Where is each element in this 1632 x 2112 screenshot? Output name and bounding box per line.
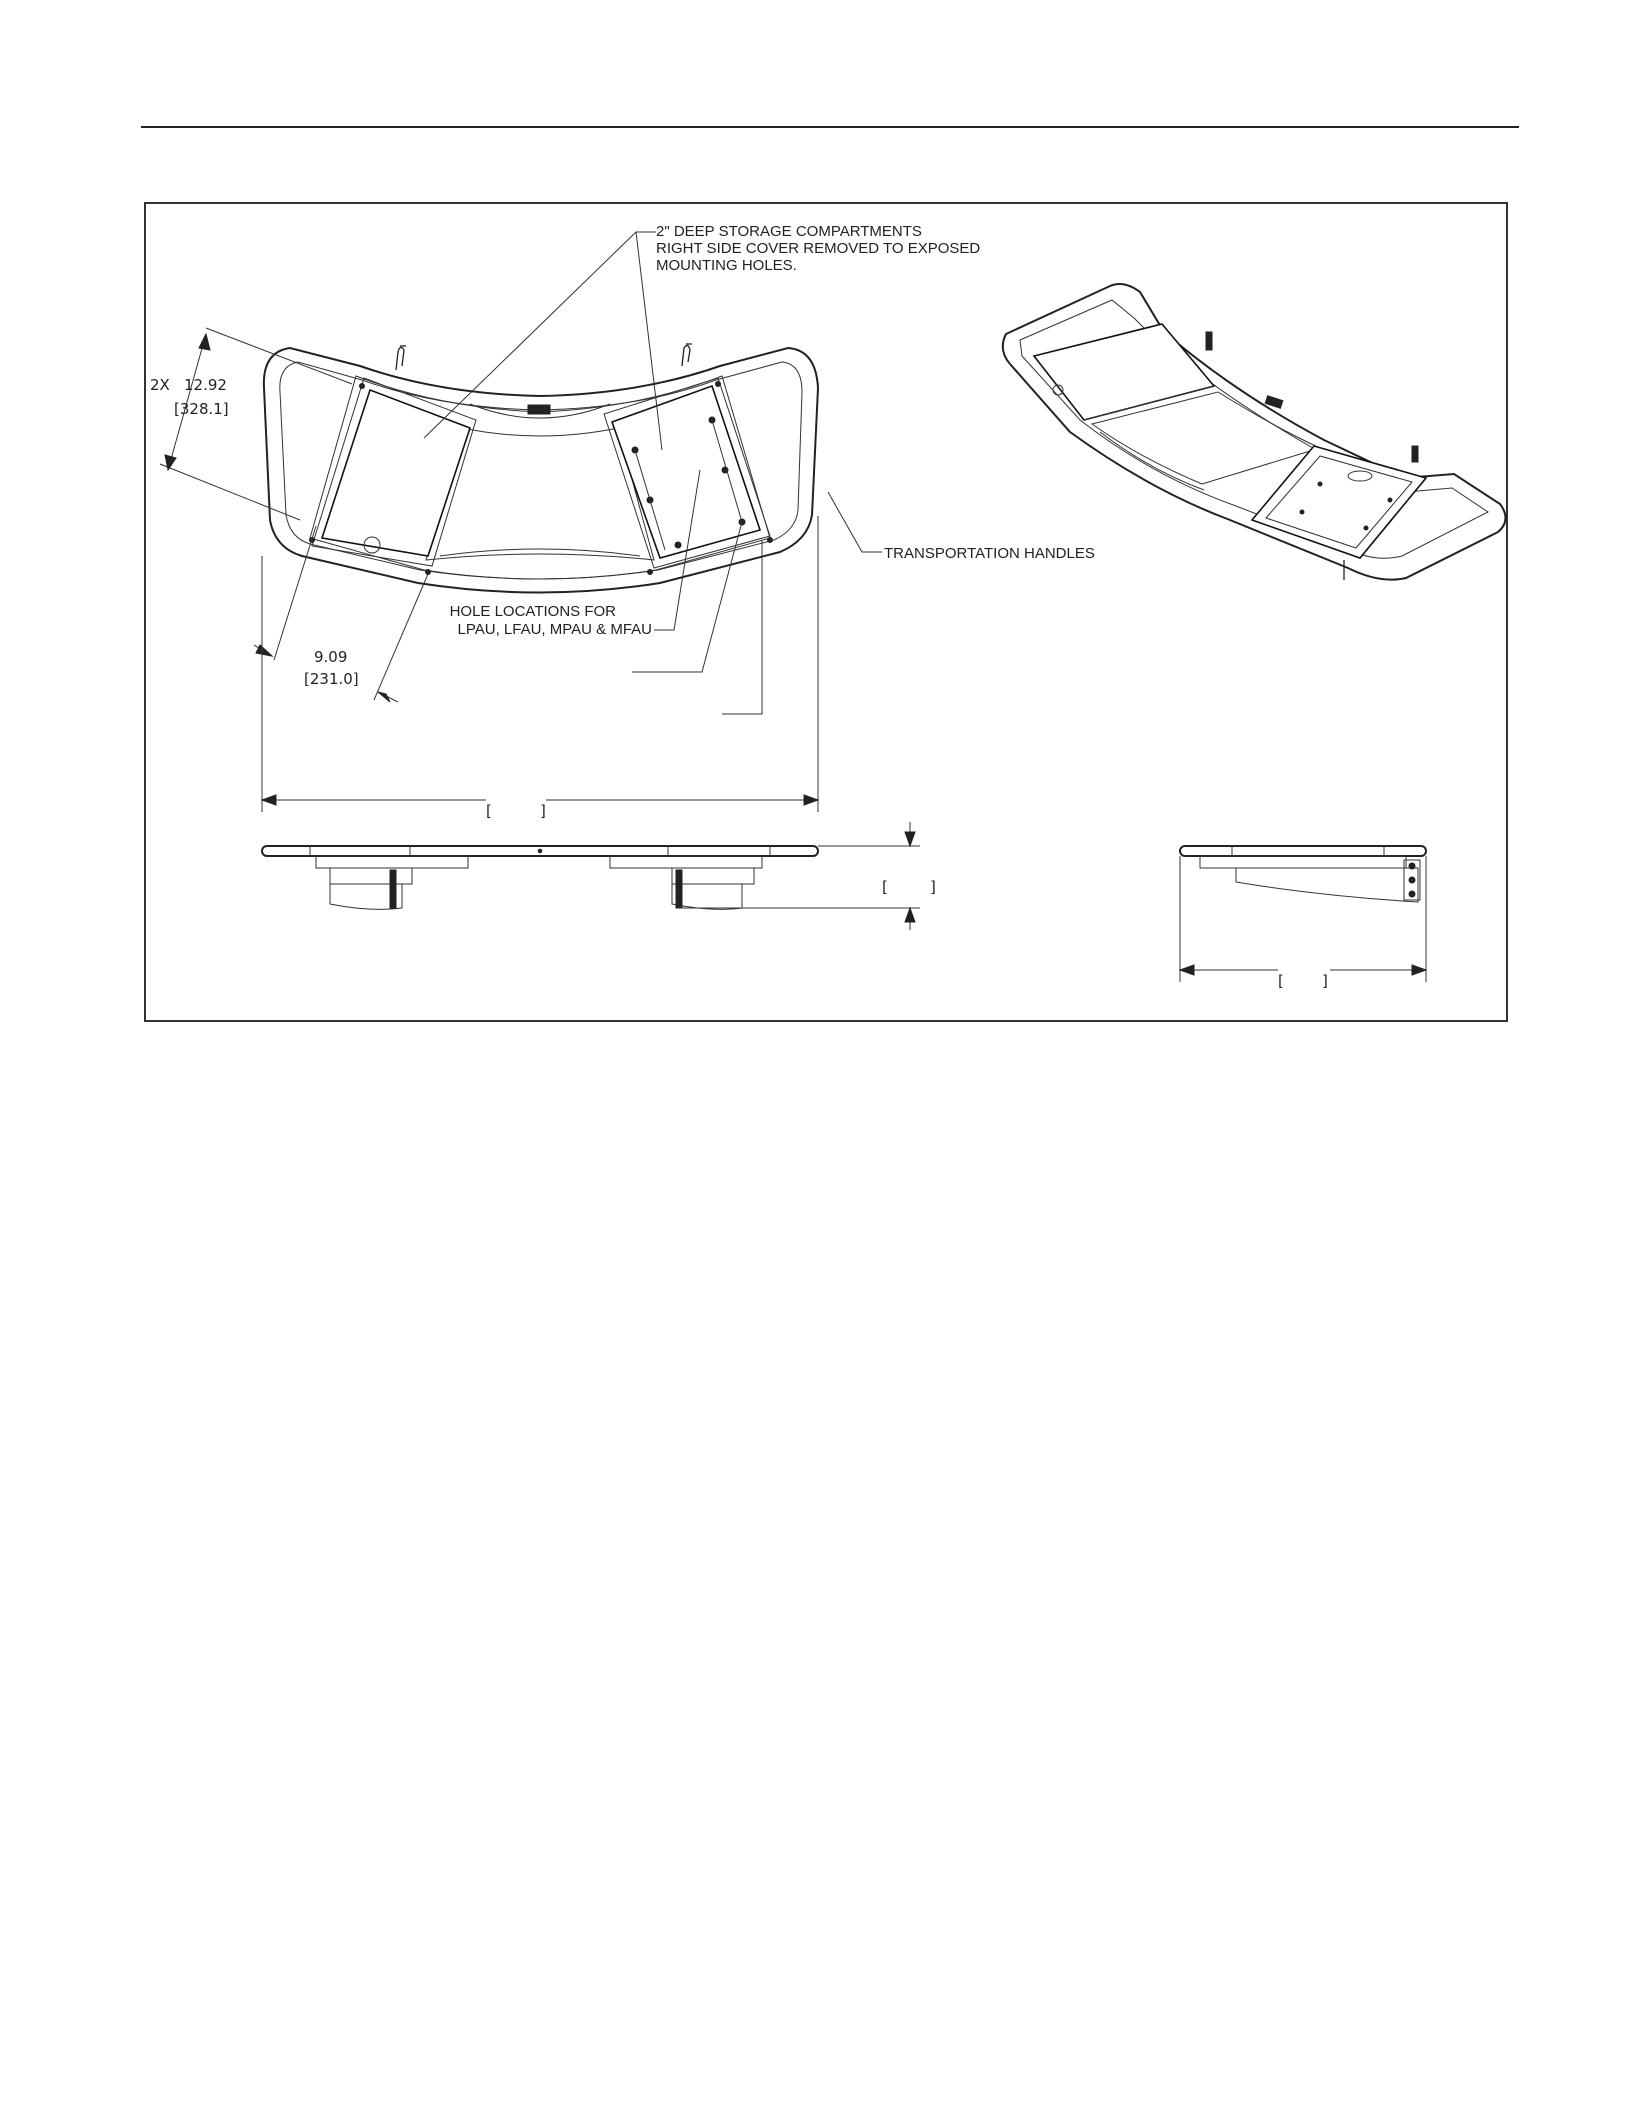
isometric-view [1003, 284, 1506, 580]
transport-handles-callout: TRANSPORTATION HANDLES [884, 545, 1095, 562]
svg-text:[: [ [486, 802, 492, 820]
holes-callout-line2: LPAU, LFAU, MPAU & MFAU [457, 621, 652, 638]
svg-text:]: ] [930, 878, 936, 896]
depth-dim-prefix: 2X [150, 376, 170, 394]
depth-dim-mm: [328.1] [174, 400, 229, 418]
top-view-tray [264, 344, 818, 593]
spacing-dim-inches: 9.09 [314, 648, 348, 666]
storage-callout-line1: 2" DEEP STORAGE COMPARTMENTS [656, 223, 922, 240]
svg-text:]: ] [540, 802, 546, 820]
svg-text:[: [ [882, 878, 888, 896]
side-elevation [1180, 846, 1426, 990]
depth-dim-inches: 12.92 [184, 376, 227, 394]
spacing-dim-mm: [231.0] [304, 670, 359, 688]
storage-callout-line2: RIGHT SIDE COVER REMOVED TO EXPOSED [656, 240, 981, 257]
svg-text:[: [ [1278, 972, 1284, 990]
holes-callout-line1: HOLE LOCATIONS FOR [449, 603, 616, 620]
front-elevation [262, 822, 936, 930]
svg-text:]: ] [1322, 972, 1328, 990]
storage-callout-line3: MOUNTING HOLES. [656, 257, 797, 274]
